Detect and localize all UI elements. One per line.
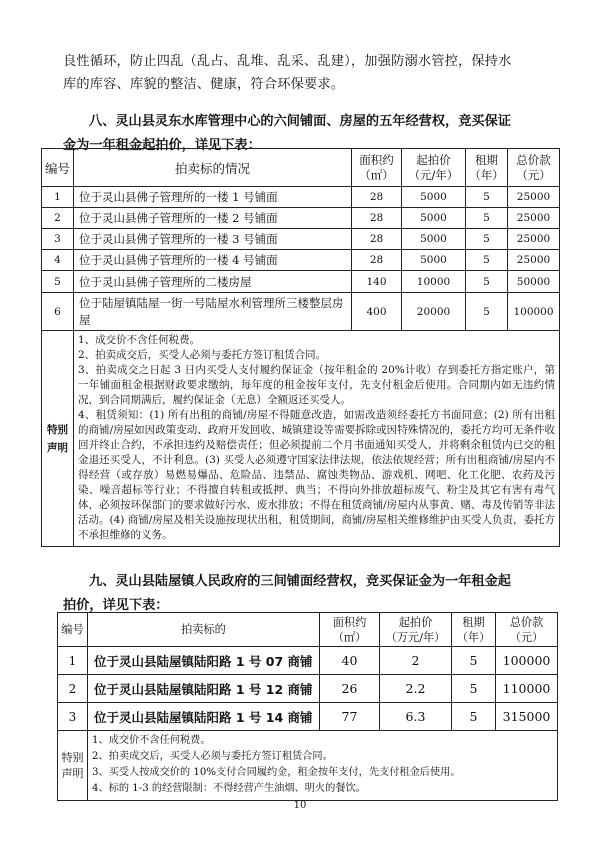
col-header-term: 租期 （年） xyxy=(452,613,496,647)
section-8-heading-line-1: 八、灵山县灵东水库管理中心的六间铺面、房屋的五年经营权，竞买保证 xyxy=(89,114,511,129)
row-total: 25000 xyxy=(508,208,560,229)
row-price: 5000 xyxy=(402,187,466,208)
row-term: 5 xyxy=(452,675,496,703)
row-item: 位于灵山县佛子管理所的一楼 4 号铺面 xyxy=(74,250,352,271)
row-item: 位于灵山县陆屋镇陆阳路 1 号 14 商铺 xyxy=(88,703,320,731)
row-total: 315000 xyxy=(496,703,558,731)
note-item: 3、买受人按成交价的 10%支付合同履约金，租金按年支付，先支付租金后使用。 xyxy=(92,767,461,778)
col-header-price: 起拍价 （元/年） xyxy=(402,149,466,187)
section-9-heading-line-1: 九、灵山县陆屋镇人民政府的三间铺面经营权，竞买保证金为一年租金起 xyxy=(89,574,511,589)
row-price: 5000 xyxy=(402,208,466,229)
table-row xyxy=(58,703,558,731)
special-notes xyxy=(74,331,560,547)
page-number: 10 xyxy=(293,800,307,811)
note-item: 2、拍卖成交后，买受人必须与委托方签订租赁合同。 xyxy=(78,349,327,361)
col-header-no: 编号 xyxy=(42,149,74,187)
row-term: 5 xyxy=(452,703,496,731)
section-9-heading-line-2: 拍价，详见下表： xyxy=(63,598,169,613)
row-no: 2 xyxy=(58,675,88,703)
note-item: 2、拍卖成交后，买受人必须与委托方签订租赁合同。 xyxy=(92,751,333,762)
row-price: 6.3 xyxy=(380,703,452,731)
col-header-price: 起拍价 （万元/年） xyxy=(380,613,452,647)
row-no: 1 xyxy=(42,187,74,208)
table-row xyxy=(42,271,560,293)
row-price: 10000 xyxy=(402,271,466,293)
special-notes-row xyxy=(42,331,560,547)
table-header-row xyxy=(42,149,560,187)
section-8-table xyxy=(41,148,560,547)
col-header-no: 编号 xyxy=(58,613,88,647)
row-item: 位于灵山县陆屋镇陆阳路 1 号 07 商铺 xyxy=(88,647,320,675)
table-row xyxy=(58,675,558,703)
row-no: 5 xyxy=(42,271,74,293)
col-header-total: 总价款 （元） xyxy=(508,149,560,187)
section-9-table xyxy=(57,612,558,801)
row-area: 28 xyxy=(352,187,402,208)
row-item: 位于灵山县佛子管理所的一楼 2 号铺面 xyxy=(74,208,352,229)
row-term: 5 xyxy=(466,250,508,271)
col-header-term: 租期 （年） xyxy=(466,149,508,187)
row-area: 28 xyxy=(352,250,402,271)
row-item: 位于陆屋镇陆屋一街一号陆屋水利管理所三楼整层房屋 xyxy=(74,293,352,331)
row-no: 2 xyxy=(42,208,74,229)
table-row xyxy=(42,293,560,331)
col-header-item: 拍卖标的 xyxy=(88,613,320,647)
row-area: 77 xyxy=(320,703,380,731)
row-total: 50000 xyxy=(508,271,560,293)
section-9-heading xyxy=(63,570,548,618)
row-item: 位于灵山县陆屋镇陆阳路 1 号 12 商铺 xyxy=(88,675,320,703)
row-price: 20000 xyxy=(402,293,466,331)
row-no: 3 xyxy=(42,229,74,250)
row-no: 4 xyxy=(42,250,74,271)
special-notes-label: 特别 声明 xyxy=(58,731,88,801)
note-item: 1、成交价不含任何税费。 xyxy=(78,334,201,346)
row-term: 5 xyxy=(466,187,508,208)
note-item: 4、租赁须知：(1) 所有出租的商铺/房屋不得随意改造，如需改造须经委托方书面同意；(2) 所有出租的商铺/房屋如因政策变动、政府开发回收、城镇建设等需要拆除或因特殊情况的，委托方均可无条件收回并终止合约，不承担违约及赔偿责任；但必须提前二个月书面通知买受人，并将剩余租赁内已交的租金退还买受人，不计利息。(3) 买受人必须遵守国家法律法规，依法依规经营；所有出租商铺/房屋内不得经营（或存放）易燃易爆品、危险品、违禁品、腐蚀类物品、游戏机、网吧、化工化肥、农药及污染、噪音超标等行业；不得擅自转租或抵押、典当；不得向外排放超标废气、粉尘及其它有害有毒气体，必须按环保部门的要求做好污水、废水排放；不得在租赁商铺/房屋内从事黄、赌、毒及传销等非法活动。(4) 商铺/房屋及相关设施按现状出租，租赁期间，商铺/房屋相关维修维护由买受人负责，委托方不承担维修的义务。 xyxy=(78,409,555,541)
intro-line-1: 良性循环，防止四乱（乱占、乱堆、乱采、乱建），加强防溺水管控，保持水 xyxy=(63,54,512,69)
col-header-area: 面积约 （㎡） xyxy=(352,149,402,187)
row-price: 5000 xyxy=(402,250,466,271)
row-total: 25000 xyxy=(508,229,560,250)
row-term: 5 xyxy=(466,271,508,293)
row-item: 位于灵山县佛子管理所的二楼房屋 xyxy=(74,271,352,293)
row-price: 2.2 xyxy=(380,675,452,703)
table-row xyxy=(42,250,560,271)
special-notes-label: 特别 声明 xyxy=(42,331,74,547)
intro-paragraph xyxy=(63,50,543,96)
row-area: 28 xyxy=(352,208,402,229)
row-term: 5 xyxy=(466,229,508,250)
note-item: 1、成交价不含任何税费。 xyxy=(92,735,211,746)
row-total: 25000 xyxy=(508,250,560,271)
special-notes-row xyxy=(58,731,558,801)
row-no: 1 xyxy=(58,647,88,675)
col-header-total: 总价款（元） xyxy=(496,613,558,647)
section-8-heading-line-2: 金为一年租金起拍价，详见下表： xyxy=(63,138,261,153)
row-no: 6 xyxy=(42,293,74,331)
col-header-item: 拍卖标的情况 xyxy=(74,149,352,187)
row-price: 5000 xyxy=(402,229,466,250)
row-area: 400 xyxy=(352,293,402,331)
row-item: 位于灵山县佛子管理所的一楼 1 号铺面 xyxy=(74,187,352,208)
note-item: 3、拍卖成交之日起 3 日内买受人支付履约保证金（按年租金的 20%计收）存到委托方指定账户，第一年铺面租金根据财政要求缴纳，每年度的租金按年支付，先支付租金后使用。合同期内如无违约情况，到合同期满后，履约保证金（无息）全额返还买受人。 xyxy=(78,364,555,406)
row-term: 5 xyxy=(452,647,496,675)
row-total: 100000 xyxy=(496,647,558,675)
table-header-row xyxy=(58,613,558,647)
row-total: 100000 xyxy=(508,293,560,331)
special-notes xyxy=(88,731,558,801)
table-row xyxy=(42,187,560,208)
row-price: 2 xyxy=(380,647,452,675)
row-term: 5 xyxy=(466,293,508,331)
row-area: 26 xyxy=(320,675,380,703)
row-no: 3 xyxy=(58,703,88,731)
row-area: 28 xyxy=(352,229,402,250)
row-item: 位于灵山县佛子管理所的一楼 3 号铺面 xyxy=(74,229,352,250)
row-total: 25000 xyxy=(508,187,560,208)
row-term: 5 xyxy=(466,208,508,229)
note-item: 4、标的 1-3 的经营限制：不得经营产生油烟、明火的餐饮。 xyxy=(92,783,366,794)
col-header-area: 面积约 （㎡） xyxy=(320,613,380,647)
row-area: 40 xyxy=(320,647,380,675)
table-row xyxy=(42,208,560,229)
table-row xyxy=(42,229,560,250)
row-area: 140 xyxy=(352,271,402,293)
row-total: 110000 xyxy=(496,675,558,703)
table-row xyxy=(58,647,558,675)
intro-line-2: 库的库容、库貌的整洁、健康，符合环保要求。 xyxy=(63,77,345,92)
